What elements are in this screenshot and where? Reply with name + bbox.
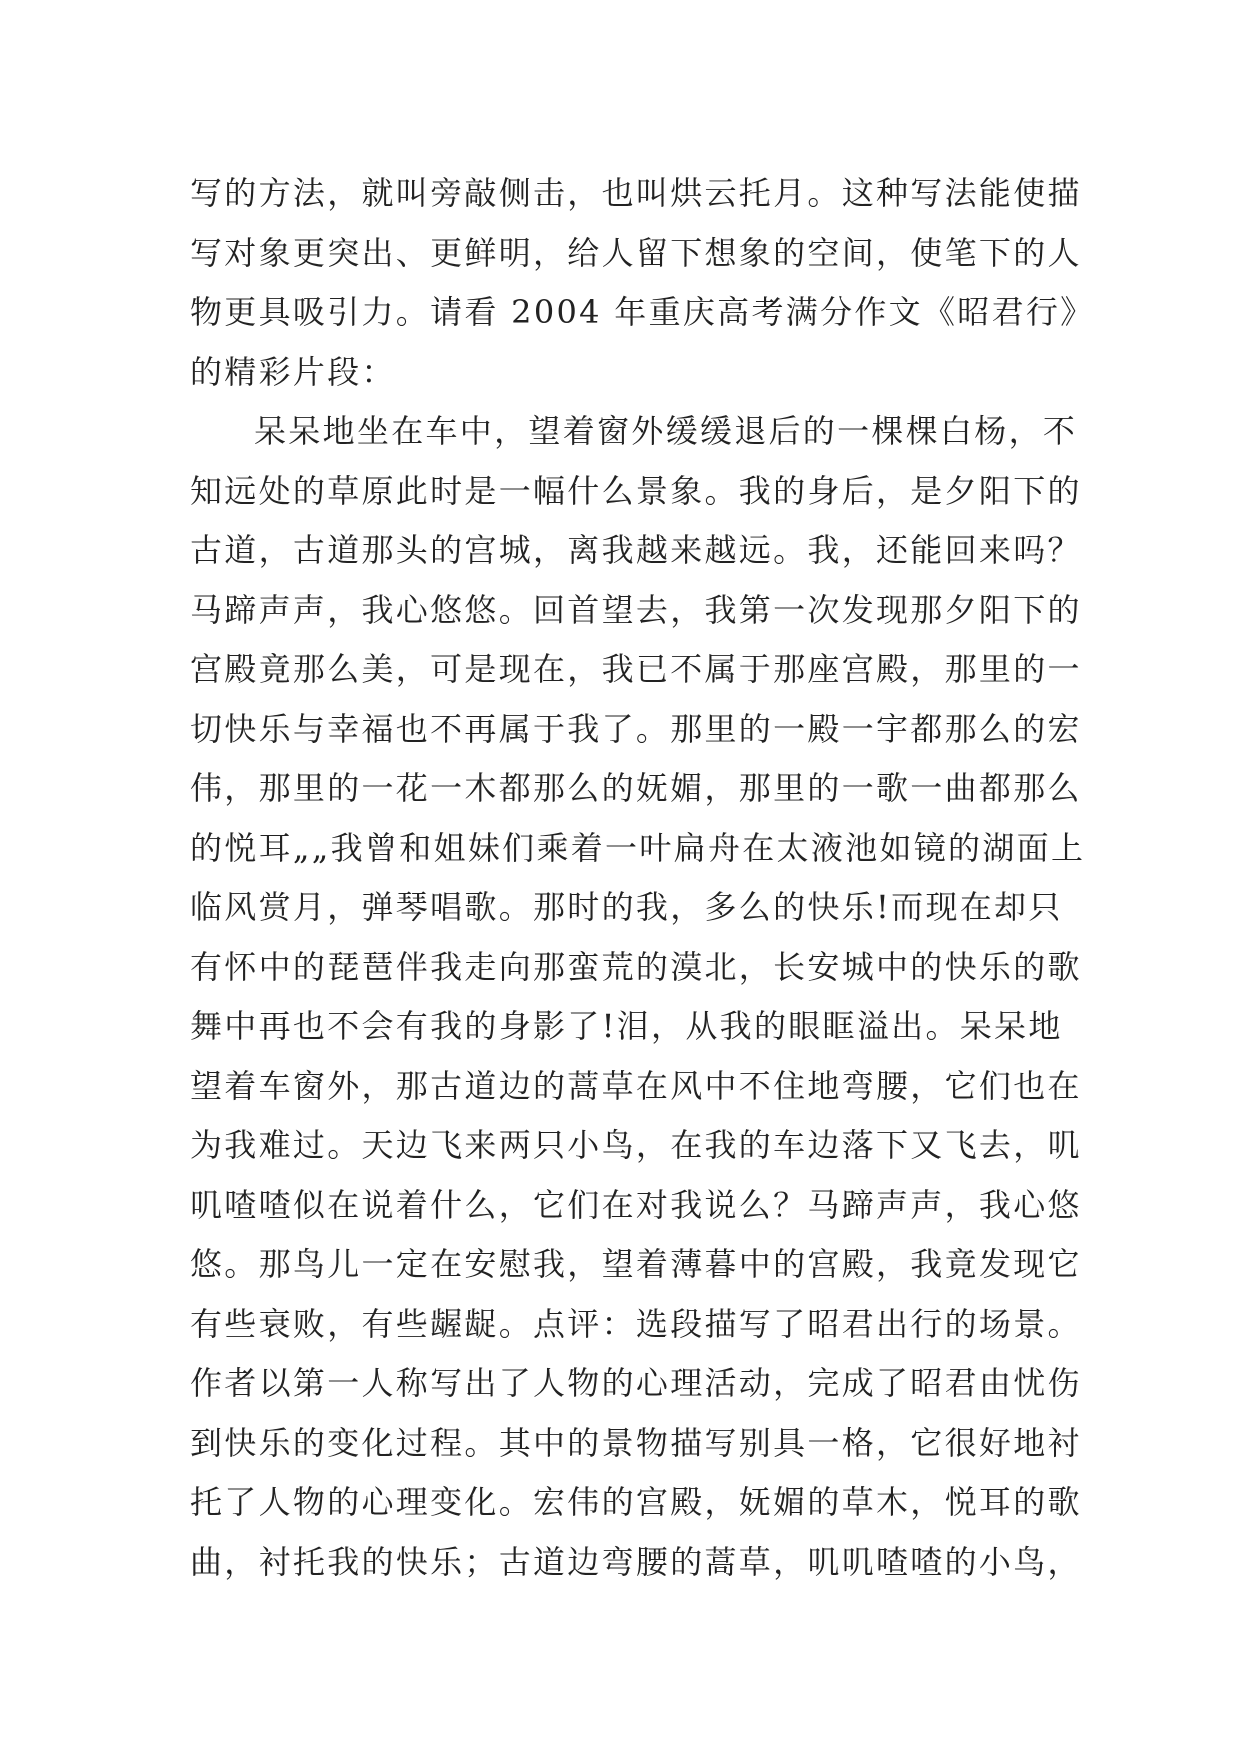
text-line: 叽喳喳似在说着什么，它们在对我说么？马蹄声声，我心悠 — [190, 1185, 1082, 1224]
text-line: 望着车窗外，那古道边的蒿草在风中不住地弯腰，它们也在 — [190, 1066, 1082, 1105]
text-line: 写的方法，就叫旁敲侧击，也叫烘云托月。这种写法能使描 — [190, 174, 1082, 212]
text-line: 伟，那里的一花一木都那么的妩媚，那里的一歌一曲都那么 — [190, 769, 1082, 807]
text-line: 马蹄声声，我心悠悠。回首望去，我第一次发现那夕阳下的 — [190, 590, 1082, 629]
text-line: 有些衰败，有些龌龊。点评：选段描写了昭君出行的场景。 — [190, 1304, 1082, 1343]
text-line: 有怀中的琵琶伴我走向那蛮荒的漠北，长安城中的快乐的歌 — [190, 947, 1082, 986]
text-line: 到快乐的变化过程。其中的景物描写别具一格，它很好地衬 — [190, 1423, 1082, 1462]
text-line: 的精彩片段： — [190, 352, 396, 391]
text-line: 舞中再也不会有我的身影了!泪，从我的眼眶溢出。呆呆地 — [190, 1007, 1063, 1045]
text-line: 曲，衬托我的快乐；古道边弯腰的蒿草，叽叽喳喳的小鸟， — [190, 1542, 1082, 1581]
text-line: 作者以第一人称写出了人物的心理活动，完成了昭君由忧伤 — [190, 1364, 1082, 1402]
text-line: 知远处的草原此时是一幅什么景象。我的身后，是夕阳下的 — [190, 471, 1082, 510]
text-line: 写对象更突出、更鲜明，给人留下想象的空间，使笔下的人 — [190, 233, 1082, 272]
paragraph-start-line: 呆呆地坐在车中，望着窗外缓缓退后的一棵棵白杨，不 — [254, 412, 1078, 450]
text-line: 宫殿竟那么美，可是现在，我已不属于那座宫殿，那里的一 — [190, 650, 1082, 688]
body-text — [190, 164, 1095, 1592]
text-line: 古道，古道那头的宫城，离我越来越远。我，还能回来吗？ — [190, 531, 1082, 569]
text-line: 的悦耳„„我曾和姐妹们乘着一叶扁舟在太液池如镜的湖面上 — [190, 828, 1086, 867]
text-line: 托了人物的心理变化。宏伟的宫殿，妩媚的草木，悦耳的歌 — [190, 1483, 1082, 1521]
text-line: 切快乐与幸福也不再属于我了。那里的一殿一宇都那么的宏 — [190, 709, 1082, 748]
text-line: 物更具吸引力。请看 2004 年重庆高考满分作文《昭君行》 — [190, 293, 1095, 331]
text-line: 悠。那鸟儿一定在安慰我，望着薄暮中的宫殿，我竟发现它 — [190, 1245, 1082, 1283]
text-line: 为我难过。天边飞来两只小鸟，在我的车边落下又飞去，叽 — [190, 1126, 1082, 1164]
text-line: 临风赏月，弹琴唱歌。那时的我，多么的快乐!而现在却只 — [190, 888, 1063, 926]
